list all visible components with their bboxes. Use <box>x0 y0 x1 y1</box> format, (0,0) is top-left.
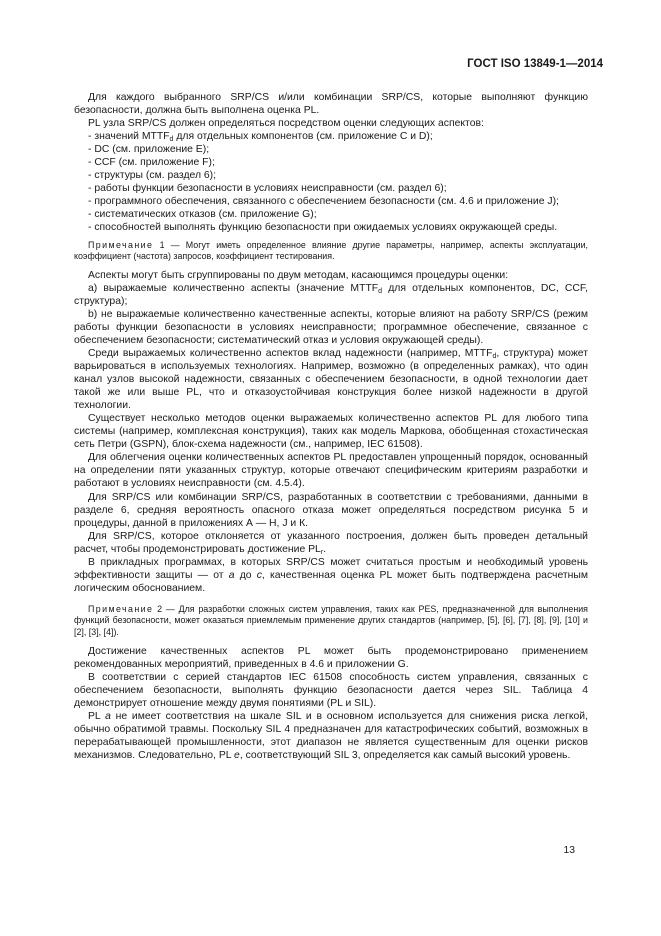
paragraph: Для каждого выбранного SRP/CS и/или комбинации SRP/CS, которые выполняют функцию безопасности, должна быть выполнена оценка PL. <box>74 92 588 117</box>
list-item: - DC (см. приложение Е); <box>88 144 210 156</box>
list-item: - значений $MTTF_d$ для отдельных компонентов (см. приложение С и D); <box>88 131 433 144</box>
list-item: - структуры (см. раздел 6); <box>88 170 217 182</box>
paragraph: Существует несколько методов оценки выражаемых количественно аспектов PL для любого типа системы (например, комплексная конструкция), таких как модель Маркова, обобщенная стохастическая сеть Петри (GSPN), блок-схема надежности (см., например, IEC 61508). <box>74 413 588 451</box>
list-item: b) не выражаемые количественно качественные аспекты, которые влияют на работу SRP/CS (режим работы функции безопасности в условиях неисправности; программное обеспечение, связанное с обеспечением безопасности; систематический отказ и условия окружающей среды). <box>74 308 588 346</box>
list-item: - программного обеспечения, связанного с обеспечением безопасности (см. 4.6 и приложение J); <box>88 196 559 208</box>
list-item: - систематических отказов (см. приложение G); <box>88 209 317 221</box>
list-item: - CCF (см. приложение F); <box>88 157 215 169</box>
paragraph: Для SRP/CS, которое отклоняется от указанного построения, должен быть проведен детальный расчет, чтобы продемонстрировать достижение $PL_r$. <box>74 530 588 556</box>
paragraph: PL a не имеет соответствия на шкале SIL и в основном используется для снижения риска легкой, обычно обратимой травмы. Поскольку SIL 4 предназначен для катастрофических событий, возможных в перерабатывающей промышленности, этот диапазон не является существенным для оценки рисков механизмов. Следовательно, PL e, соответствующий SIL 3, определяется как самый высокий уровень. <box>74 710 588 762</box>
paragraph: Среди выражаемых количественно аспектов вклад надежности (например, $MTTF_d$, структура) может варьироваться в используемых технологиях. Например, возможно (в определенных рамках), что один канал узлов высокой надежности, связанных с обеспечением безопасности, в одной технологии дает такой же или выше PL, что и отказоустойчивая конструкция более низкой надежности в другой технологии. <box>74 347 588 412</box>
paragraph: В соответствии с серией стандартов IEC 61508 способность систем управления, связанных с обеспечением безопасности, выполнять функцию безопасности дается через SIL. Таблица 4 демонстрирует отношение между двумя понятиями (PL и SIL). <box>74 671 588 709</box>
page-number: 13 <box>563 845 575 856</box>
note-2: Примечание 2 — Для разработки сложных систем управления, таких как PES, предназначенной для выполнения функций безопасности, может оказаться приемлемым применение других стандартов (например, [5], [6], [7], [8], [9], [10] и [2], [3], [4]). <box>74 603 588 638</box>
paragraph: В прикладных программах, в которых SRP/CS может считаться простым и необходимый уровень эффективности защиты — от a до c, качественная оценка PL может быть подтверждена расчетным логическим обоснованием. <box>74 556 588 594</box>
note-1: Примечание 1 — Могут иметь определенное влияние другие параметры, например, аспекты эксплуатации, коэффициент (частота) запросов, коэффициент тестирования. <box>74 239 588 262</box>
paragraph: Достижение качественных аспектов PL может быть продемонстрировано применением рекомендованных мероприятий, приведенных в 4.6 и приложении G. <box>74 645 588 670</box>
list-item: - способностей выполнять функцию безопасности при ожидаемых условиях окружающей среды. <box>88 222 558 234</box>
list-item: - работы функции безопасности в условиях неисправности (см. раздел 6); <box>88 183 447 195</box>
paragraph: Для SRP/CS или комбинации SRP/CS, разработанных в соответствии с требованиями, данными в разделе 6, средняя вероятность опасного отказа может определяться посредством рисунка 5 и процедуры, данной в приложениях А — Н, J и К. <box>74 491 588 529</box>
list-item: а) выражаемые количественно аспекты (значение $MTTF_d$ для отдельных компонентов, DC, CCF, структура); <box>74 282 588 307</box>
document-header: ГОСТ ISO 13849-1—2014 <box>467 58 603 70</box>
paragraph: Для облегчения оценки количественных аспектов PL предоставлен упрощенный порядок, основанный на определении пяти указанных структур, которые отвечают специфическим критериям разработки и работают в условиях неисправности (см. 4.5.4). <box>74 452 588 490</box>
document-body <box>74 91 588 762</box>
paragraph: Аспекты могут быть сгруппированы по двум методам, касающимся процедуры оценки: <box>88 269 509 281</box>
paragraph: PL узла SRP/CS должен определяться посредством оценки следующих аспектов: <box>88 118 484 130</box>
